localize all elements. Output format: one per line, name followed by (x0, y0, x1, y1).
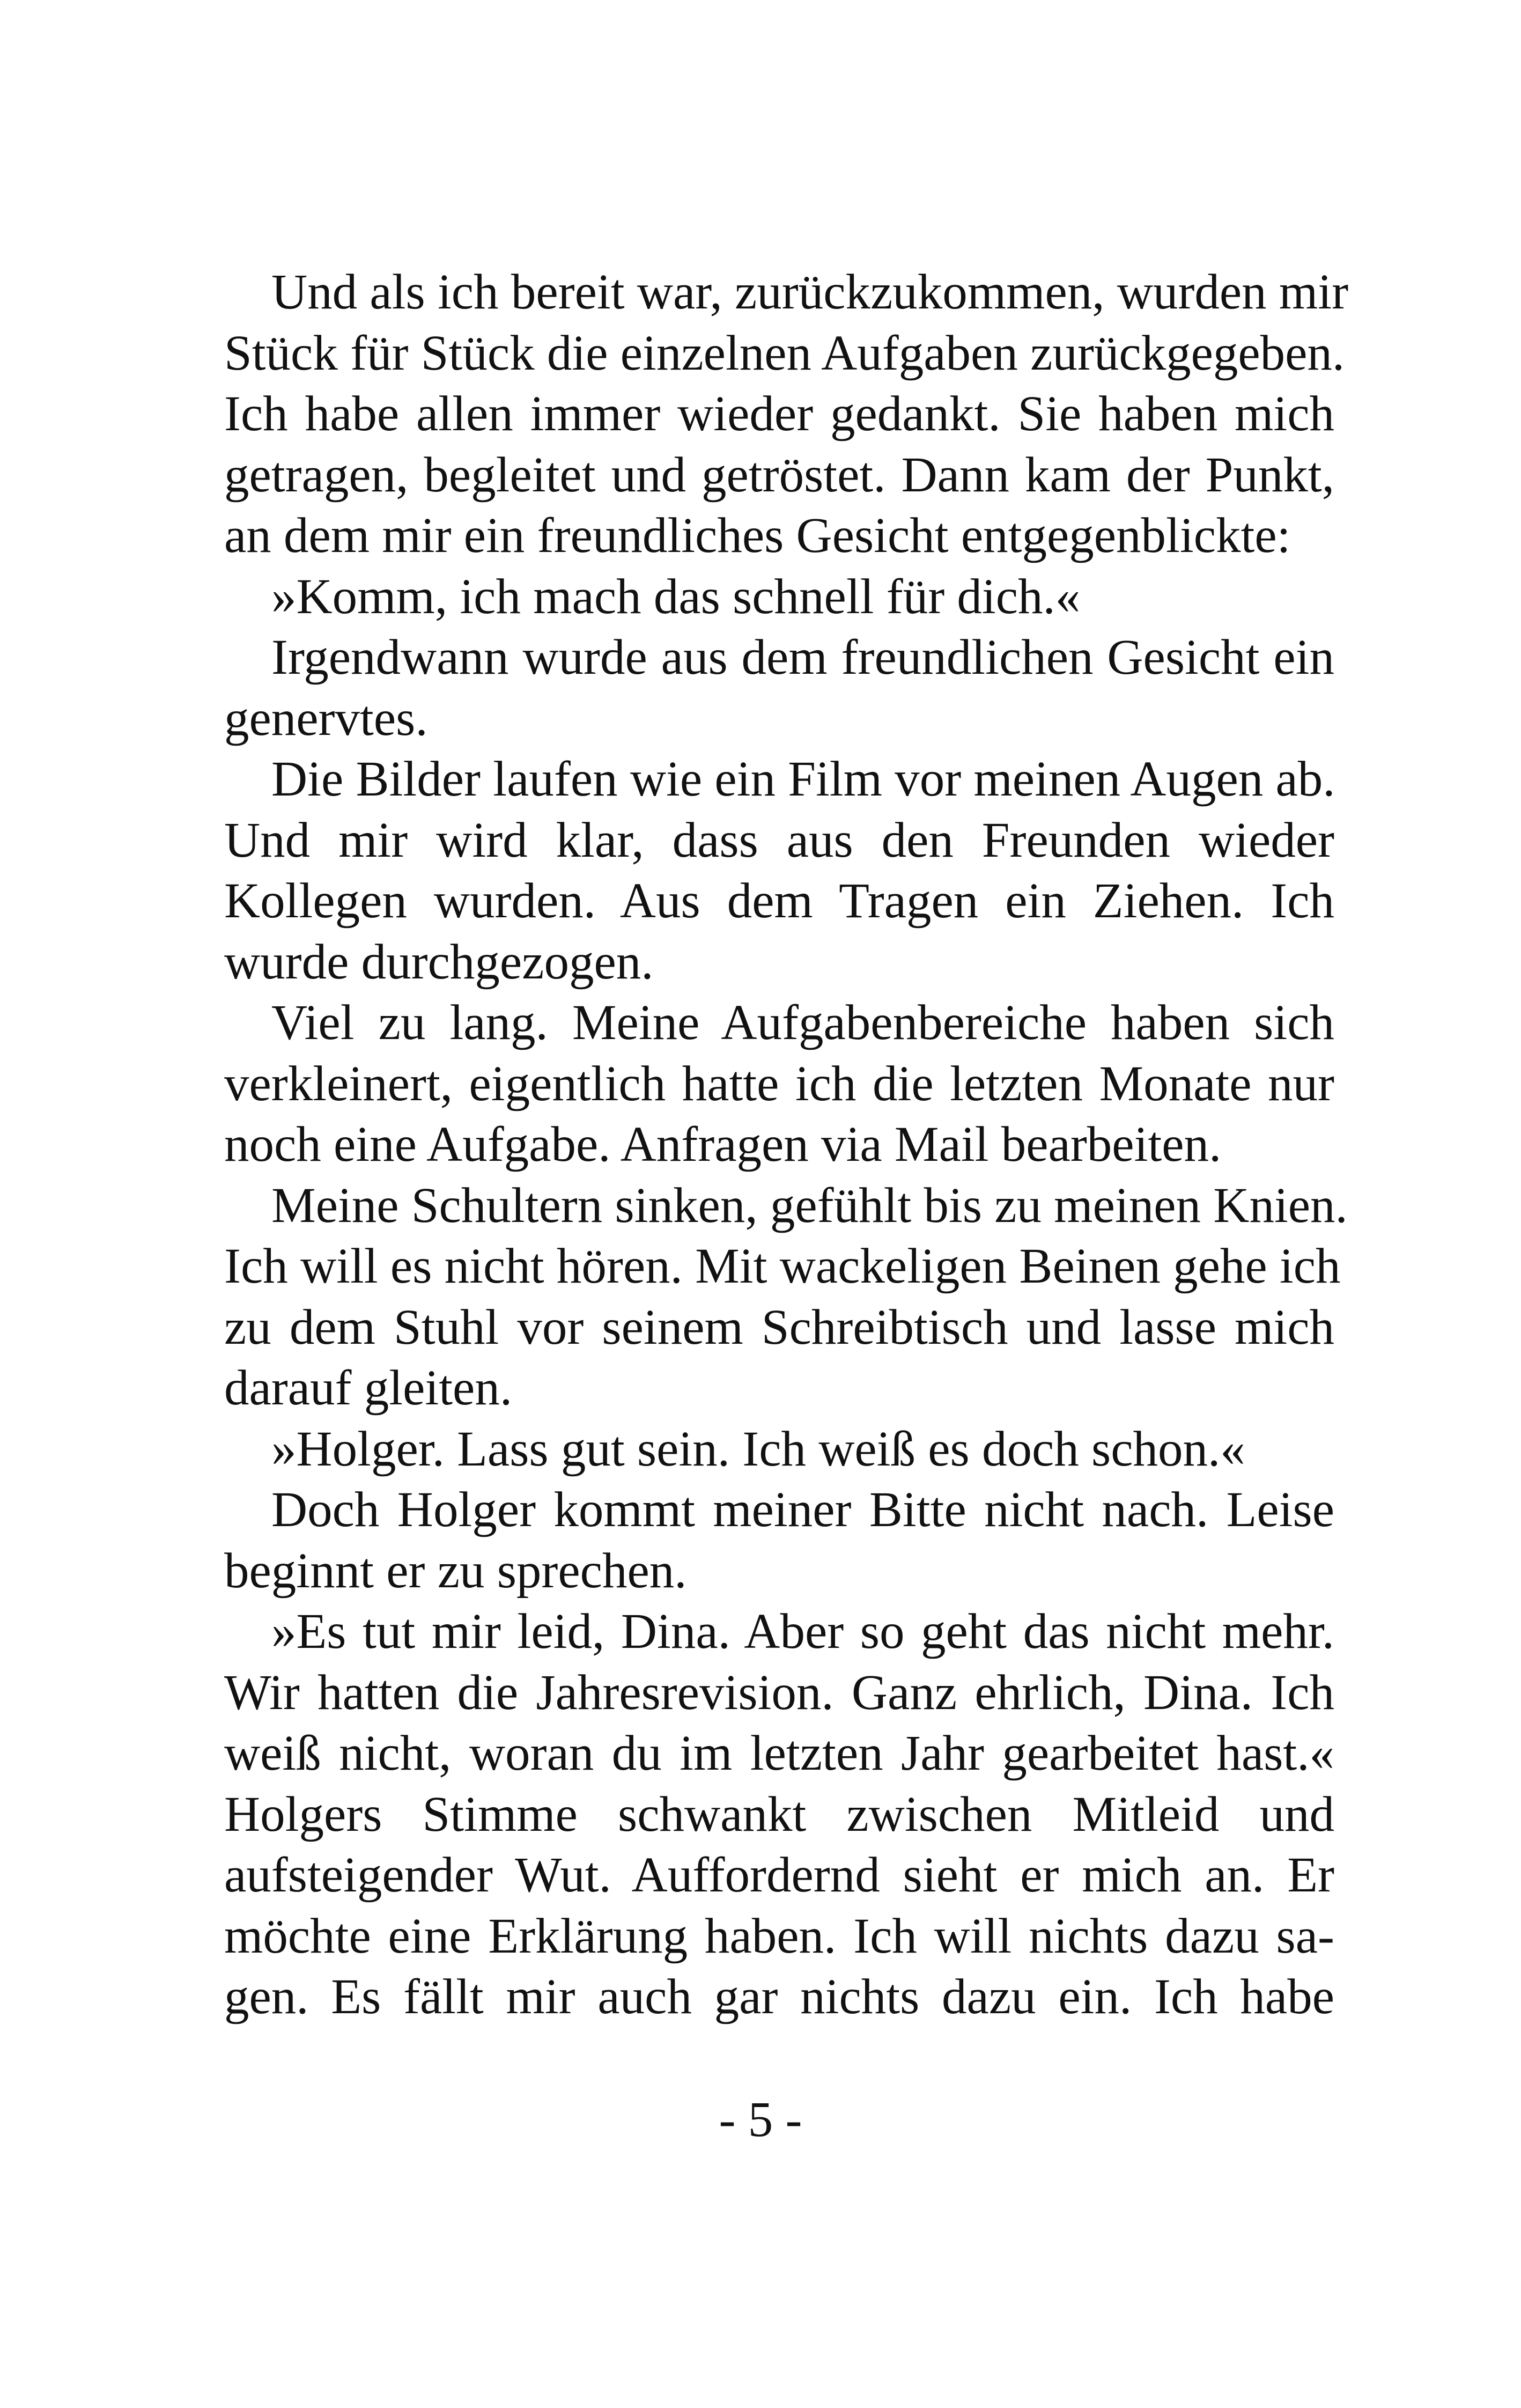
text-line: Wir hatten die Jahresrevision. Ganz ehrlich, Dina. Ich (224, 1665, 1334, 1720)
text-line: zu dem Stuhl vor seinem Schreibtisch und lasse mich (224, 1299, 1334, 1355)
page-number: - 5 - (719, 2092, 802, 2147)
text-line: weiß nicht, woran du im letzten Jahr gearbeitet hast.« (224, 1726, 1334, 1781)
text-line: »Holger. Lass gut sein. Ich weiß es doch schon.« (271, 1421, 1245, 1477)
text-line: darauf gleiten. (224, 1360, 513, 1416)
text-line: Holgers Stimme schwankt zwischen Mitleid und (224, 1786, 1334, 1842)
text-line: Irgendwann wurde aus dem freundlichen Gesicht ein (271, 630, 1334, 685)
text-line: »Komm, ich mach das schnell für dich.« (271, 569, 1081, 624)
text-line: Ich habe allen immer wieder gedankt. Sie haben mich (224, 386, 1334, 441)
text-line: Doch Holger kommt meiner Bitte nicht nach. Leise (271, 1482, 1334, 1537)
text-line: Stück für Stück die einzelnen Aufgaben zurückgegeben. (224, 325, 1345, 381)
text-line: verkleinert, eigentlich hatte ich die letzten Monate nur (224, 1056, 1334, 1111)
text-line: Meine Schultern sinken, gefühlt bis zu meinen Knien. (271, 1177, 1348, 1233)
text-line: getragen, begleitet und getröstet. Dann kam der Punkt, (224, 447, 1334, 503)
text-line: möchte eine Erklärung haben. Ich will nichts dazu sa- (224, 1908, 1334, 1964)
text-line: aufsteigender Wut. Auffordernd sieht er mich an. Er (224, 1847, 1334, 1903)
text-line: Viel zu lang. Meine Aufgabenbereiche haben sich (271, 995, 1334, 1050)
text-line: gen. Es fällt mir auch gar nichts dazu ein. Ich habe (224, 1969, 1334, 2024)
text-line: genervtes. (224, 690, 428, 746)
text-line: »Es tut mir leid, Dina. Aber so geht das nicht mehr. (271, 1604, 1334, 1659)
text-line: Die Bilder laufen wie ein Film vor meinen Augen ab. (271, 752, 1335, 807)
text-line: Ich will es nicht hören. Mit wackeligen Beinen gehe ich (224, 1239, 1341, 1294)
text-line: an dem mir ein freundliches Gesicht entgegenblickte: (224, 508, 1291, 563)
body-text (224, 262, 1349, 2028)
text-line: Kollegen wurden. Aus dem Tragen ein Ziehen. Ich (224, 873, 1334, 929)
text-line: noch eine Aufgabe. Anfragen via Mail bearbeiten. (224, 1117, 1222, 1172)
text-line: beginnt er zu sprechen. (224, 1543, 687, 1599)
text-line: Und mir wird klar, dass aus den Freunden wieder (224, 812, 1334, 868)
text-line: Und als ich bereit war, zurückzukommen, wurden mir (271, 264, 1349, 320)
text-line: wurde durchgezogen. (224, 934, 654, 990)
